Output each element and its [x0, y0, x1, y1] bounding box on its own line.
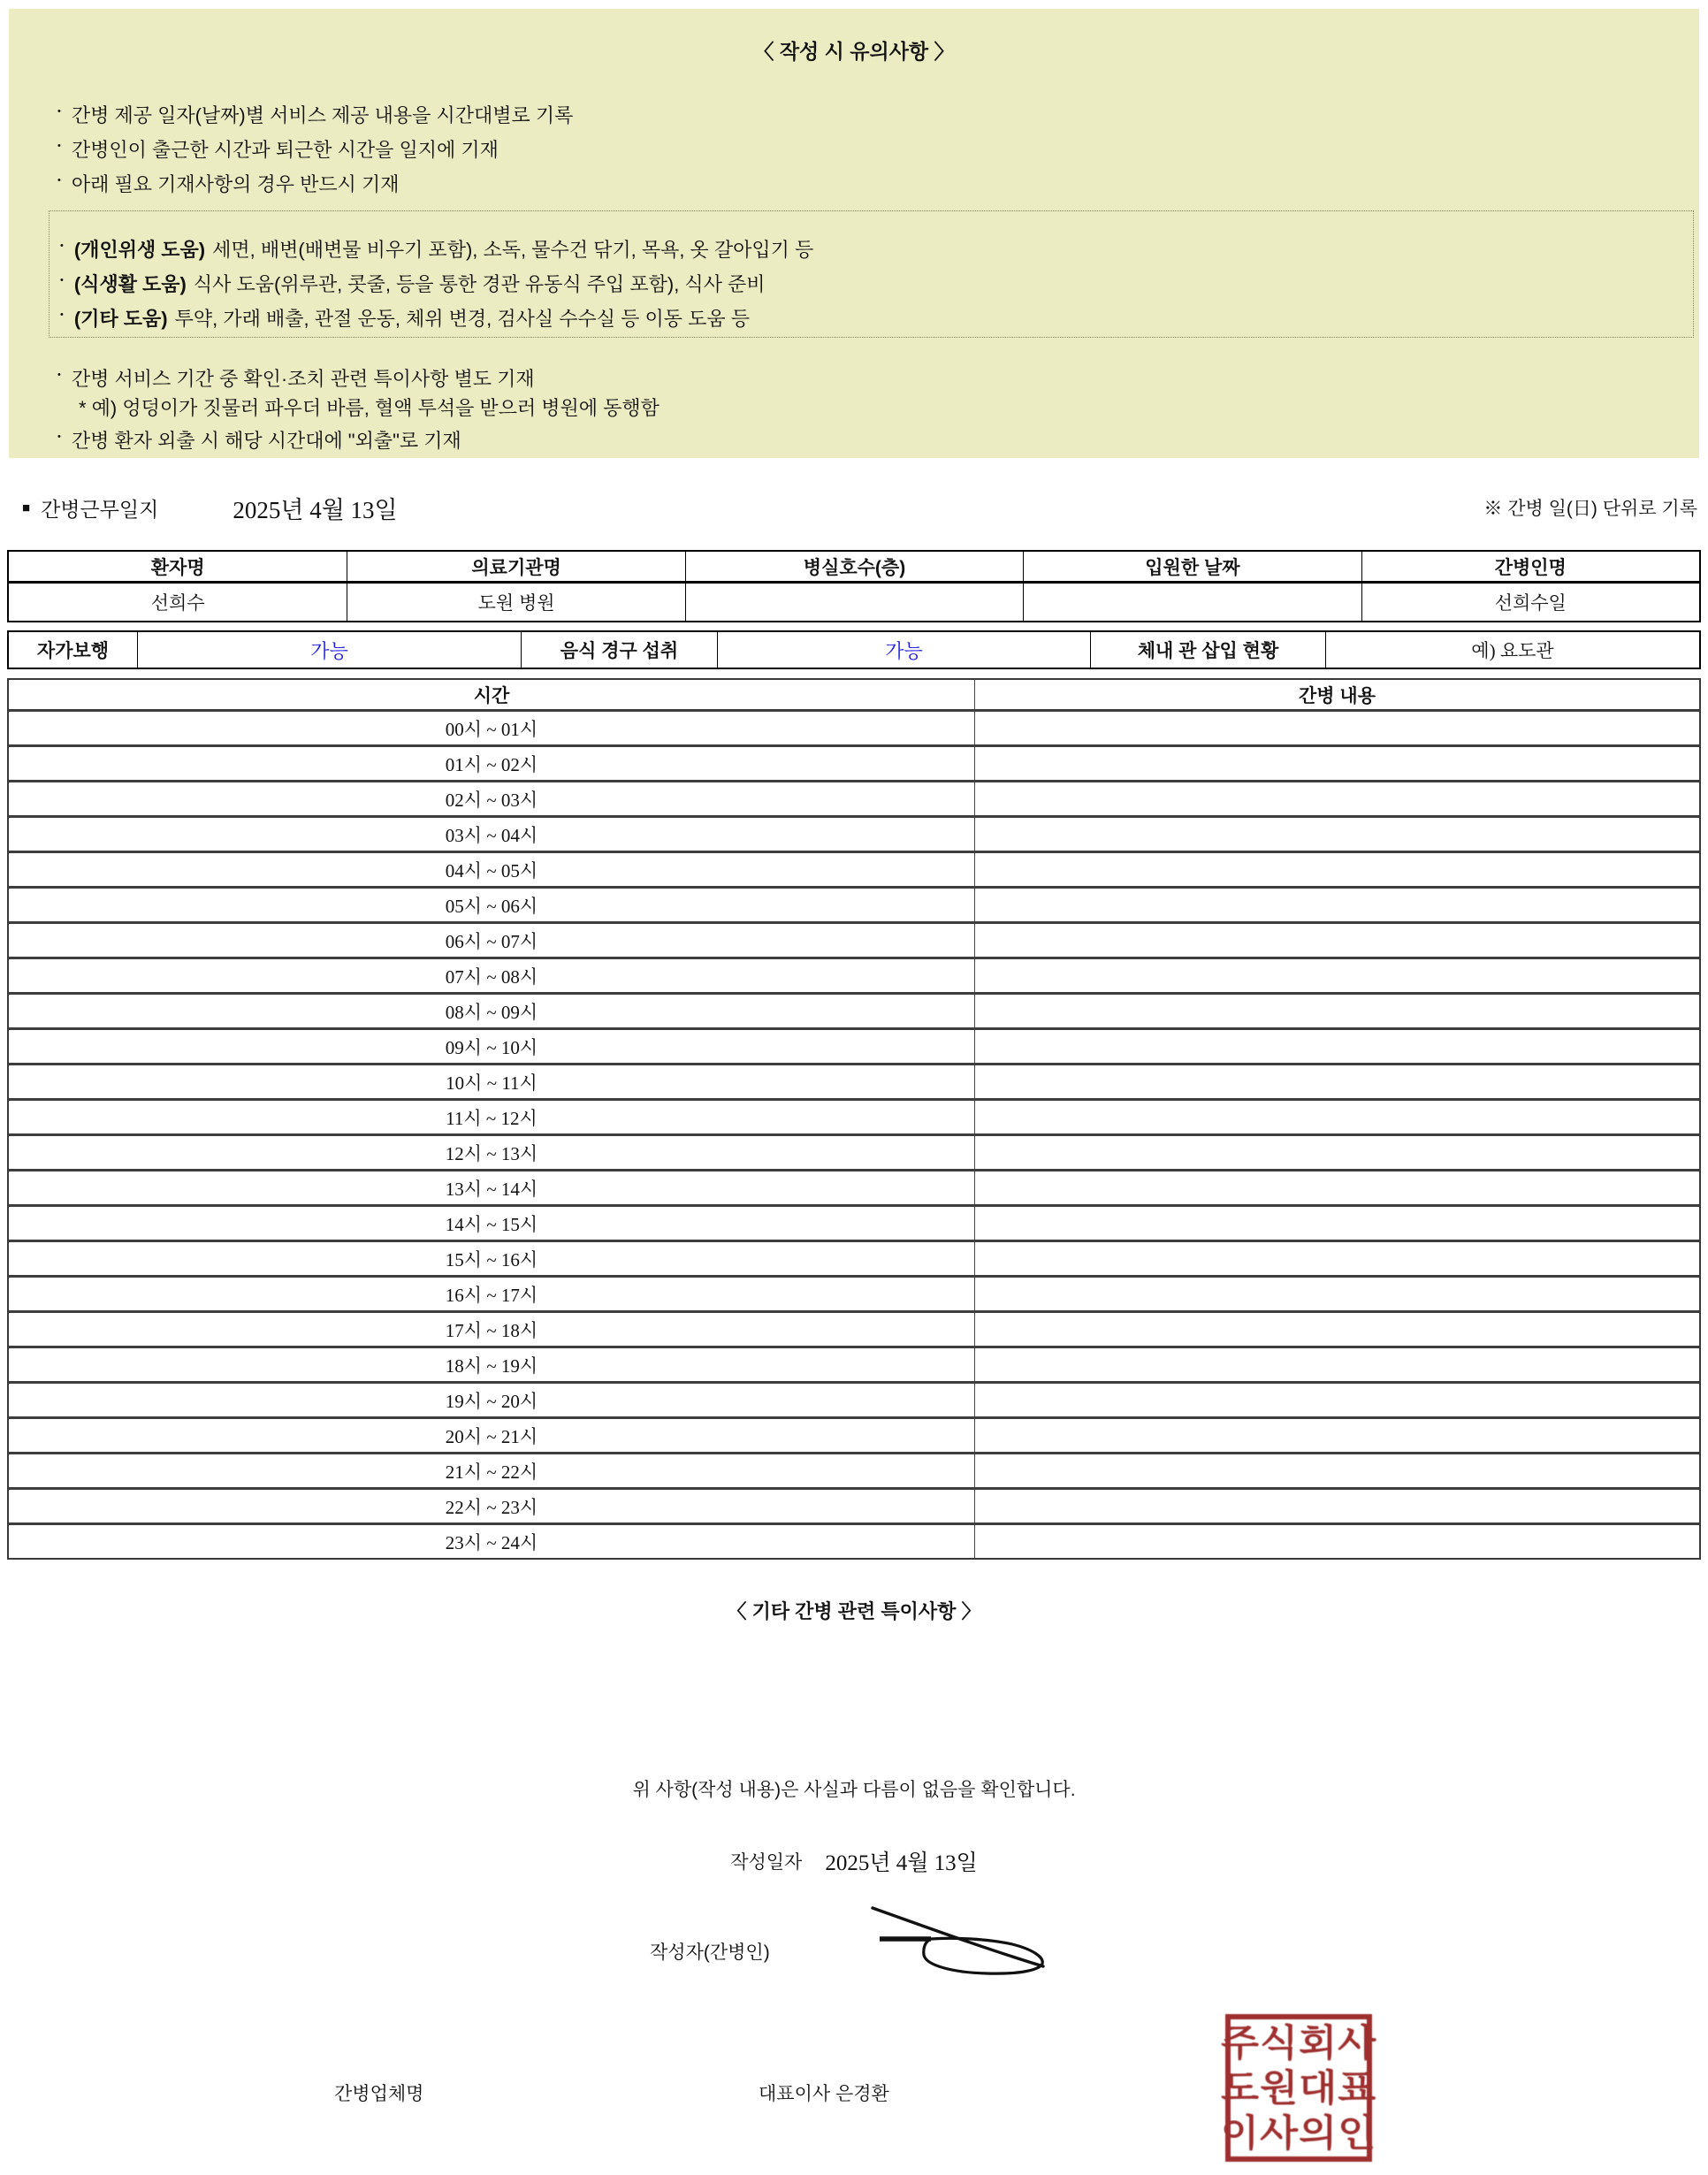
- label-self-walking: 자가보행: [36, 641, 110, 661]
- care-content-cell: [974, 1207, 1699, 1240]
- journal-title: 간병근무일지: [41, 497, 159, 521]
- label-oral-intake: 음식 경구 섭취: [521, 632, 717, 668]
- notice-title: 〈 작성 시 유의사항 〉: [753, 40, 955, 63]
- care-content-cell: [974, 818, 1699, 851]
- care-table-row: [9, 744, 1699, 780]
- notice-bullet-line: [57, 361, 1699, 393]
- time-slot-label: 22시 ~ 23시: [445, 1496, 538, 1518]
- header-patient-name: 환자명: [150, 557, 205, 578]
- confirmation-statement: 위 사항(작성 내용)은 사실과 다름이 없음을 확인합니다.: [632, 1780, 1076, 1800]
- time-slot-label: 11시 ~ 12시: [446, 1107, 538, 1129]
- notice-bullet-line: [57, 165, 1699, 200]
- value-inserted-tubes: 예) 요도관: [1325, 632, 1699, 668]
- care-table-row: [9, 709, 1699, 744]
- value-caregiver-name: 선희수일: [1361, 584, 1699, 621]
- care-content-cell: [974, 1278, 1699, 1310]
- value-admission-date: [1023, 584, 1361, 621]
- header-caregiver-name: 간병인명: [1361, 552, 1699, 581]
- time-slot-label: 14시 ~ 15시: [445, 1213, 538, 1235]
- value-oral-intake: 가능: [717, 632, 1090, 668]
- header-hospital-name: 의료기관명: [347, 552, 684, 581]
- square-bullet-icon: ■: [22, 500, 31, 515]
- value-room-number: [685, 584, 1023, 621]
- notice-bullet-text: 아래 필요 기재사항의 경우 반드시 기재: [71, 173, 400, 195]
- journal-heading-row: [0, 488, 1708, 527]
- care-table-row: [9, 851, 1699, 886]
- care-content-cell: [974, 1490, 1699, 1522]
- time-slot-label: 09시 ~ 10시: [445, 1036, 538, 1058]
- notice-bullet-text: 간병 환자 외출 시 해당 시간대에 "외출"로 기재: [71, 430, 461, 452]
- care-content-cell: [974, 853, 1699, 886]
- care-content-cell: [974, 959, 1699, 992]
- notice-example-text: * 예) 엉덩이가 짓물러 파우더 바름, 혈액 투석을 받으러 병원에 동행함: [79, 397, 660, 419]
- care-content-cell: [974, 1384, 1699, 1416]
- care-category-line: [60, 265, 1693, 300]
- care-content-cell: [974, 1101, 1699, 1133]
- care-content-cell: [974, 1525, 1699, 1558]
- time-slot-label: 16시 ~ 17시: [445, 1284, 538, 1306]
- care-content-cell: [974, 1065, 1699, 1098]
- care-category-label: (식생활 도움): [73, 273, 187, 295]
- patient-info-table: [7, 550, 1701, 622]
- caregiver-signature: [869, 1897, 1055, 1986]
- notice-extra-bullets: [9, 361, 1699, 455]
- record-unit-note: ※ 간병 일(日) 단위로 기록: [1483, 499, 1697, 519]
- notice-bullets: [9, 96, 1699, 200]
- header-admission-date: 입원한 날짜: [1023, 552, 1361, 581]
- patient-status-table: [7, 630, 1701, 669]
- care-table-row: [9, 1381, 1699, 1416]
- care-category-text: 투약, 가래 배출, 관절 운동, 체위 변경, 검사실 수수실 등 이동 도움 등: [174, 308, 750, 330]
- value-hospital-name: 도원 병원: [347, 584, 684, 621]
- time-slot-label: 07시 ~ 08시: [445, 965, 538, 988]
- care-table-row: [9, 1522, 1699, 1558]
- value-patient-name: 선희수: [150, 593, 205, 614]
- time-slot-label: 04시 ~ 05시: [445, 859, 538, 881]
- care-content-cell: [974, 1242, 1699, 1275]
- care-table-row: [9, 1027, 1699, 1063]
- care-table-row: [9, 1310, 1699, 1346]
- care-categories-box: [49, 210, 1694, 338]
- time-slot-label: 19시 ~ 20시: [445, 1390, 538, 1412]
- time-slot-label: 15시 ~ 16시: [445, 1248, 538, 1271]
- bullet-icon: •: [57, 370, 61, 380]
- notice-bullet-text: 간병 서비스 기간 중 확인·조치 관련 특이사항 별도 기재: [71, 368, 535, 390]
- care-table-row: [9, 1169, 1699, 1204]
- care-table-row: [9, 957, 1699, 992]
- time-slot-label: 21시 ~ 22시: [445, 1461, 538, 1483]
- care-table-row: [9, 1240, 1699, 1275]
- time-slot-label: 18시 ~ 19시: [445, 1355, 538, 1377]
- bullet-icon: •: [57, 431, 61, 442]
- care-table-row: [9, 1133, 1699, 1169]
- ceo-name: 대표이사 은경환: [759, 2084, 889, 2104]
- notice-bullet-text: 간병 제공 일자(날짜)별 서비스 제공 내용을 시간대별로 기록: [71, 104, 574, 126]
- corporate-seal-stamp: [1220, 2014, 1377, 2162]
- care-category-line: [60, 231, 1693, 265]
- notice-example-line: [57, 393, 1699, 423]
- care-content-cell: [974, 712, 1699, 744]
- care-content-cell: [974, 1136, 1699, 1169]
- care-content-cell: [974, 1419, 1699, 1452]
- care-category-text: 식사 도움(위루관, 콧줄, 등을 통한 경관 유동식 주입 포함), 식사 준비: [193, 273, 766, 295]
- header-time: 시간: [473, 685, 510, 706]
- stamp-text-line: 이사의인: [1220, 2111, 1377, 2154]
- care-table-row: [9, 1098, 1699, 1133]
- bullet-icon: •: [57, 141, 61, 151]
- care-content-cell: [974, 889, 1699, 921]
- writer-label: 작성자(간병인): [650, 1942, 770, 1963]
- time-slot-label: 00시 ~ 01시: [445, 718, 538, 740]
- stamp-text-line: 주식회사: [1220, 2021, 1377, 2064]
- header-room-number: 병실호수(층): [685, 552, 1023, 581]
- care-category-text: 세면, 배변(배변물 비우기 포함), 소독, 물수건 닦기, 목욕, 옷 갈아입기 등: [212, 239, 814, 261]
- care-content-cell: [974, 1171, 1699, 1204]
- company-name-label: 간병업체명: [334, 2084, 424, 2104]
- care-table-row: [9, 780, 1699, 815]
- bullet-icon: •: [60, 275, 64, 286]
- value-self-walking: 가능: [137, 632, 521, 668]
- care-category-label: (기타 도움): [73, 308, 168, 330]
- care-table-header-row: [9, 680, 1699, 709]
- label-inserted-tubes: 체내 관 삽입 현황: [1090, 632, 1325, 668]
- care-table-row: [9, 992, 1699, 1027]
- time-slot-label: 02시 ~ 03시: [445, 789, 538, 811]
- time-slot-label: 12시 ~ 13시: [445, 1142, 538, 1164]
- time-slot-label: 13시 ~ 14시: [445, 1178, 538, 1200]
- care-content-cell: [974, 782, 1699, 815]
- written-date-value: 2025년 4월 13일: [825, 1851, 978, 1875]
- notice-bullet-line: [57, 96, 1699, 131]
- time-slot-label: 10시 ~ 11시: [446, 1072, 538, 1094]
- notice-box: [9, 9, 1699, 458]
- time-slot-label: 03시 ~ 04시: [445, 824, 538, 846]
- patient-info-value-row: [9, 584, 1699, 621]
- care-content-cell: [974, 995, 1699, 1027]
- patient-status-row: [9, 632, 1699, 668]
- bullet-icon: •: [60, 240, 64, 251]
- care-table-row: [9, 1487, 1699, 1522]
- written-date-label: 작성일자: [730, 1852, 803, 1873]
- hourly-care-table: [7, 678, 1701, 1560]
- journal-date: 2025년 4월 13일: [233, 496, 398, 523]
- patient-info-header-row: [9, 552, 1699, 584]
- time-slot-label: 17시 ~ 18시: [445, 1319, 538, 1341]
- care-table-row: [9, 921, 1699, 957]
- stamp-text-line: 도원대표: [1220, 2066, 1377, 2109]
- care-content-cell: [974, 1030, 1699, 1063]
- etc-notes-title: 〈 기타 간병 관련 특이사항 〉: [727, 1600, 981, 1622]
- care-content-cell: [974, 1348, 1699, 1381]
- time-slot-label: 06시 ~ 07시: [445, 930, 538, 952]
- time-slot-label: 20시 ~ 21시: [445, 1425, 538, 1447]
- care-category-label: (개인위생 도움): [73, 239, 206, 261]
- notice-bullet-text: 간병인이 출근한 시간과 퇴근한 시간을 일지에 기재: [71, 139, 499, 161]
- header-care-content: 간병 내용: [974, 680, 1699, 709]
- bullet-icon: •: [57, 106, 61, 117]
- time-slot-label: 01시 ~ 02시: [445, 753, 538, 775]
- care-table-row: [9, 815, 1699, 851]
- time-slot-label: 05시 ~ 06시: [445, 895, 538, 917]
- written-date-row: [0, 1846, 1708, 1876]
- care-content-cell: [974, 1454, 1699, 1487]
- care-table-row: [9, 886, 1699, 921]
- care-content-cell: [974, 1313, 1699, 1346]
- notice-bullet-line: [57, 423, 1699, 455]
- care-table-row: [9, 1204, 1699, 1240]
- care-content-cell: [974, 747, 1699, 780]
- bullet-icon: •: [57, 175, 61, 186]
- time-slot-label: 08시 ~ 09시: [445, 1001, 538, 1023]
- care-content-cell: [974, 924, 1699, 957]
- notice-bullet-line: [57, 131, 1699, 165]
- time-slot-label: 23시 ~ 24시: [445, 1531, 538, 1553]
- care-table-row: [9, 1452, 1699, 1487]
- care-table-row: [9, 1275, 1699, 1310]
- care-table-body: [9, 709, 1699, 1558]
- company-row: [0, 2080, 1708, 2106]
- bullet-icon: •: [60, 309, 64, 320]
- care-table-row: [9, 1346, 1699, 1381]
- care-table-row: [9, 1416, 1699, 1452]
- care-category-line: [60, 300, 1693, 334]
- care-table-row: [9, 1063, 1699, 1098]
